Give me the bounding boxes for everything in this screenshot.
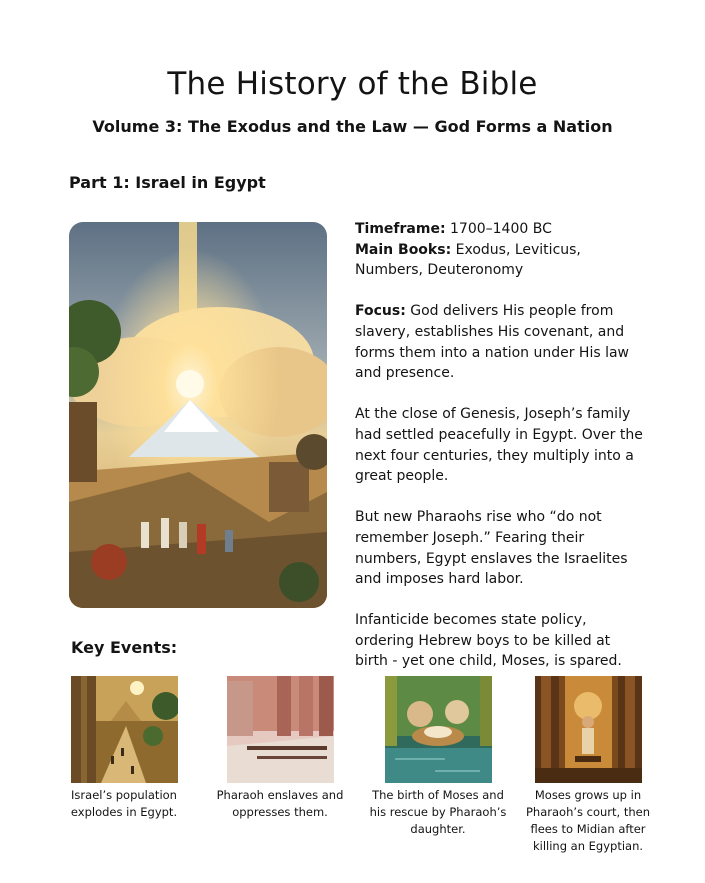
event-caption: Israel’s population explodes in Egypt. bbox=[70, 788, 178, 819]
paragraph-infanticide: Infanticide becomes state policy, ordering Hebrew boys to be killed at birth - yet one child, Moses, is spared. bbox=[355, 612, 622, 670]
books-value: Exodus, Leviticus, Numbers, Deuteronomy bbox=[355, 241, 581, 279]
paragraph-pharaohs: But new Pharaohs rise who “do not remember Joseph.” Fearing their numbers, Egypt enslaves the Israelites and imposes hard labor. bbox=[355, 509, 628, 588]
timeframe-and-books bbox=[355, 219, 645, 281]
mountain-sinai-image bbox=[69, 222, 327, 608]
info-column bbox=[355, 219, 645, 693]
event-moses-flees bbox=[518, 676, 658, 855]
section-heading: Part 1: Israel in Egypt bbox=[69, 173, 266, 192]
focus-label: Focus: bbox=[355, 303, 406, 320]
event-caption: Moses grows up in Pharaoh’s court, then flees to Midian after killing an Egyptian. bbox=[525, 788, 651, 853]
moses-palace-image bbox=[535, 676, 642, 783]
event-caption: Pharaoh enslaves and oppresses them. bbox=[216, 788, 344, 819]
population-image bbox=[71, 676, 178, 783]
event-enslavement bbox=[210, 676, 350, 821]
moses-basket-image bbox=[385, 676, 492, 783]
timeframe-label: Timeframe: bbox=[355, 221, 446, 237]
event-caption: The birth of Moses and his rescue by Pharaoh’s daughter. bbox=[369, 788, 507, 836]
enslavement-image bbox=[227, 676, 334, 783]
event-population bbox=[54, 676, 194, 821]
paragraph-genesis: At the close of Genesis, Joseph’s family had settled peacefully in Egypt. Over the next four centuries, they multiply into a great people. bbox=[355, 406, 643, 485]
focus-paragraph bbox=[355, 301, 645, 383]
event-birth-of-moses bbox=[368, 676, 508, 838]
books-label: Main Books: bbox=[355, 241, 452, 258]
timeframe-value: 1700–1400 BC bbox=[445, 221, 552, 237]
page-title: The History of the Bible bbox=[167, 66, 538, 102]
key-events-heading: Key Events: bbox=[71, 638, 178, 657]
focus-value: God delivers His people from slavery, establishes His covenant, and forms them into a nation under His law and presence. bbox=[355, 303, 629, 382]
hero-illustration bbox=[69, 222, 327, 608]
page-subtitle: Volume 3: The Exodus and the Law — God Forms a Nation bbox=[92, 117, 613, 136]
